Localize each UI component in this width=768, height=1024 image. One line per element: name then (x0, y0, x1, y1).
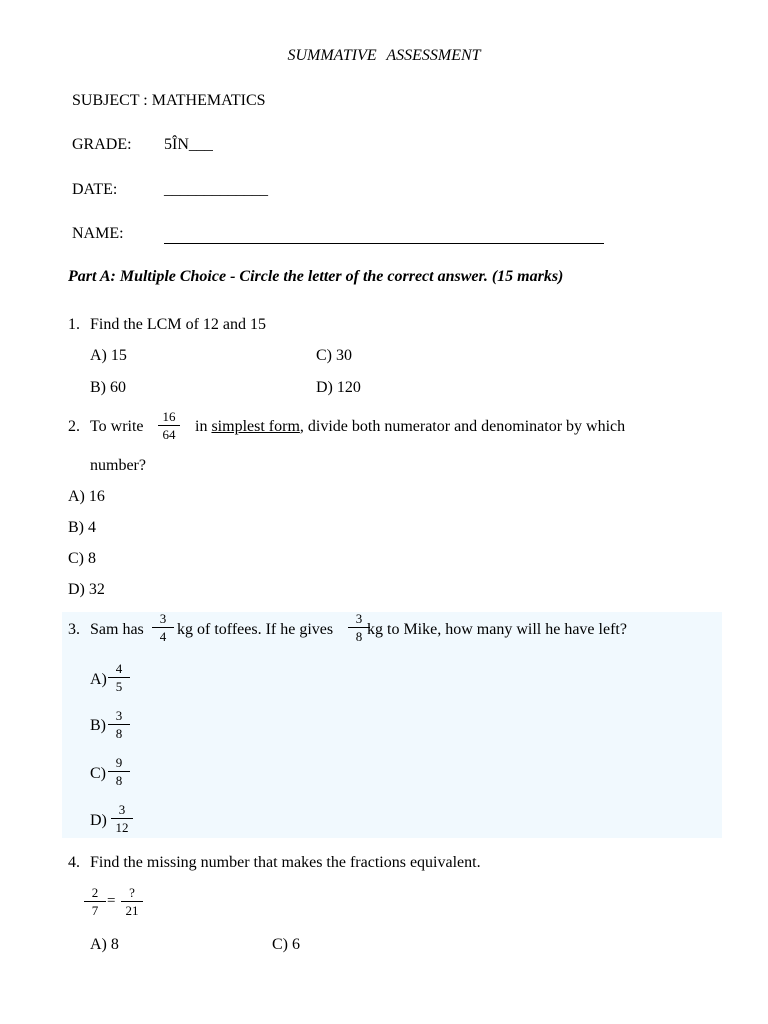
date-label: DATE: (72, 181, 118, 198)
q1-option-a: A) 15 (90, 347, 127, 364)
q2-in: in (195, 418, 208, 435)
q3-option-c-label: C) (90, 765, 106, 782)
q3-option-a-fraction (108, 662, 130, 693)
q4-option-a: A) 8 (90, 936, 119, 953)
q3-option-c-fraction (108, 756, 130, 787)
q2-fraction-denominator: 64 (162, 427, 176, 442)
q3-option-b-denominator: 8 (115, 726, 123, 741)
q1-number: 1. (68, 316, 80, 333)
q3-text-pre: Sam has (90, 621, 144, 638)
name-blank-line (164, 243, 604, 244)
q2-fraction-numerator: 16 (158, 410, 180, 426)
grade-label: GRADE: (72, 136, 132, 153)
q2-option-d: D) 32 (68, 581, 105, 598)
q4-fraction-2 (121, 886, 143, 917)
q3-option-c-numerator: 9 (108, 756, 130, 772)
q3-fraction-1 (152, 612, 174, 643)
part-a-instructions: Part A: Multiple Choice - Circle the letter of the correct answer. (15 marks) (68, 268, 564, 285)
q2-simplest-form: simplest form (211, 418, 300, 435)
date-blank: _____________ (164, 181, 268, 198)
q4-text: Find the missing number that makes the fractions equivalent. (90, 854, 481, 871)
q3-option-b-label: B) (90, 717, 106, 734)
q2-text-pre: To write (90, 418, 144, 435)
q3-fraction-2-denominator: 8 (355, 629, 363, 644)
q3-option-a-label: A) (90, 671, 107, 688)
q3-fraction-1-numerator: 3 (152, 612, 174, 628)
q4-fraction-2-numerator: ? (121, 886, 143, 902)
q4-number: 4. (68, 854, 80, 871)
q3-option-b-numerator: 3 (108, 709, 130, 725)
q3-option-a-denominator: 5 (115, 679, 123, 694)
q3-fraction-2-numerator: 3 (348, 612, 370, 628)
name-label: NAME: (72, 225, 124, 242)
q4-fraction-2-denominator: 21 (125, 903, 139, 918)
q3-text-post: kg to Mike, how many will he have left? (367, 621, 627, 638)
q3-fraction-1-denominator: 4 (159, 629, 167, 644)
q2-text-post: , divide both numerator and denominator by which (299, 418, 626, 435)
q3-option-d-label: D) (90, 812, 107, 829)
q2-fraction (158, 410, 180, 441)
q3-option-d-numerator: 3 (111, 803, 133, 819)
q1-option-c: C) 30 (316, 347, 352, 364)
q3-option-a-numerator: 4 (108, 662, 130, 678)
q1-text: Find the LCM of 12 and 15 (90, 316, 266, 333)
q4-fraction-1-denominator: 7 (91, 903, 99, 918)
q2-option-c: C) 8 (68, 550, 96, 567)
q2-number: 2. (68, 418, 80, 435)
q2-text-rest (195, 418, 625, 436)
q2-option-a: A) 16 (68, 488, 105, 505)
q3-number: 3. (68, 621, 80, 638)
q2-option-b: B) 4 (68, 519, 96, 536)
q4-fraction-1 (84, 886, 106, 917)
q3-option-d-fraction (111, 803, 133, 834)
document-title: SUMMATIVE ASSESSMENT (287, 47, 481, 64)
q3-text-mid: kg of toffees. If he gives (177, 621, 334, 638)
q4-fraction-1-numerator: 2 (84, 886, 106, 902)
q1-option-b: B) 60 (90, 379, 126, 396)
q3-highlight-block (62, 612, 722, 838)
q3-option-c-denominator: 8 (115, 773, 123, 788)
q4-option-c: C) 6 (272, 936, 300, 953)
q4-equals: = (107, 893, 116, 909)
grade-value: 5ÎN___ (164, 136, 213, 153)
q1-option-d: D) 120 (316, 379, 361, 396)
q3-option-b-fraction (108, 709, 130, 740)
q2-text-line2: number? (90, 457, 146, 474)
subject-line: SUBJECT : MATHEMATICS (72, 92, 266, 109)
q3-option-d-denominator: 12 (115, 820, 129, 835)
